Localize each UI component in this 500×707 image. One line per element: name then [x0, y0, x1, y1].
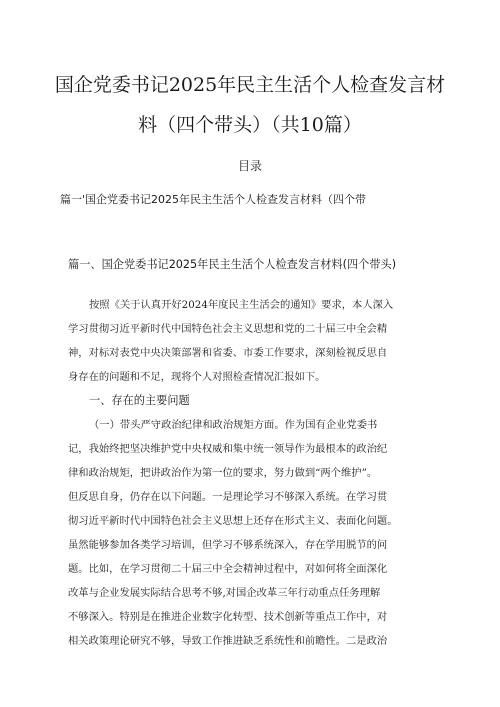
- body-line: 虽然能够参加各类学习培训，但学习不够系统深入，存在学用脱节的问: [68, 539, 388, 551]
- section-heading: 一、存在的主要问题: [89, 394, 190, 407]
- body-line: 但反思自身，仍存在以下问题。一是理论学习不够深入系统。在学习贯: [68, 491, 388, 503]
- intro-line: 身存在的问题和不足，现将个人对照检查情况汇报如下。: [68, 371, 326, 383]
- intro-line: 学习贯彻习近平新时代中国特色社会主义思想和党的二十届三中全会精: [68, 323, 388, 335]
- body-line: 改革与企业发展实际结合思考不够,对国企改革三年行动重点任务理解: [68, 587, 381, 599]
- intro-line: 按照《关于认真开好2024年度民主生活会的通知》要求，本人深入: [89, 299, 394, 311]
- document-title-line-2: 料（四个带头）（共10篇）: [138, 114, 362, 136]
- body-line: 题。比如，在学习贯彻二十届三中全会精神过程中，对如何将全面深化: [68, 563, 388, 575]
- body-line: 相关政策理论研究不够，导致工作推进缺乏系统性和前瞻性。二是政治: [68, 635, 388, 647]
- body-line: 彻习近平新时代中国特色社会主义思想上还存在形式主义、表面化问题。: [68, 515, 398, 527]
- toc-heading: 目录: [237, 159, 262, 173]
- document-title-line-1: 国企党委书记2025年民主生活个人检查发言材: [54, 74, 446, 96]
- section-title: 篇一、国企党委书记2025年民主生活个人检查发言材料(四个带头): [68, 258, 397, 271]
- body-line: 不够深入。特别是在推进企业数字化转型、技术创新等重点工作中，对: [68, 611, 388, 623]
- body-line: （一）带头严守政治纪律和政治规矩方面。作为国有企业党委书: [89, 419, 378, 431]
- toc-item[interactable]: 篇一'国企党委书记2025年民主生活个人检查发言材料（四个带: [60, 193, 367, 206]
- intro-line: 神，对标对表党中央决策部署和省委、市委工作要求，深刻检视反思自: [68, 347, 388, 359]
- body-line: 记，我始终把坚决维护党中央权威和集中统一领导作为最根本的政治纪: [68, 443, 388, 455]
- body-line: 律和政治规矩，把讲政治作为第一位的要求，努力做到“两个维护”。: [68, 467, 378, 479]
